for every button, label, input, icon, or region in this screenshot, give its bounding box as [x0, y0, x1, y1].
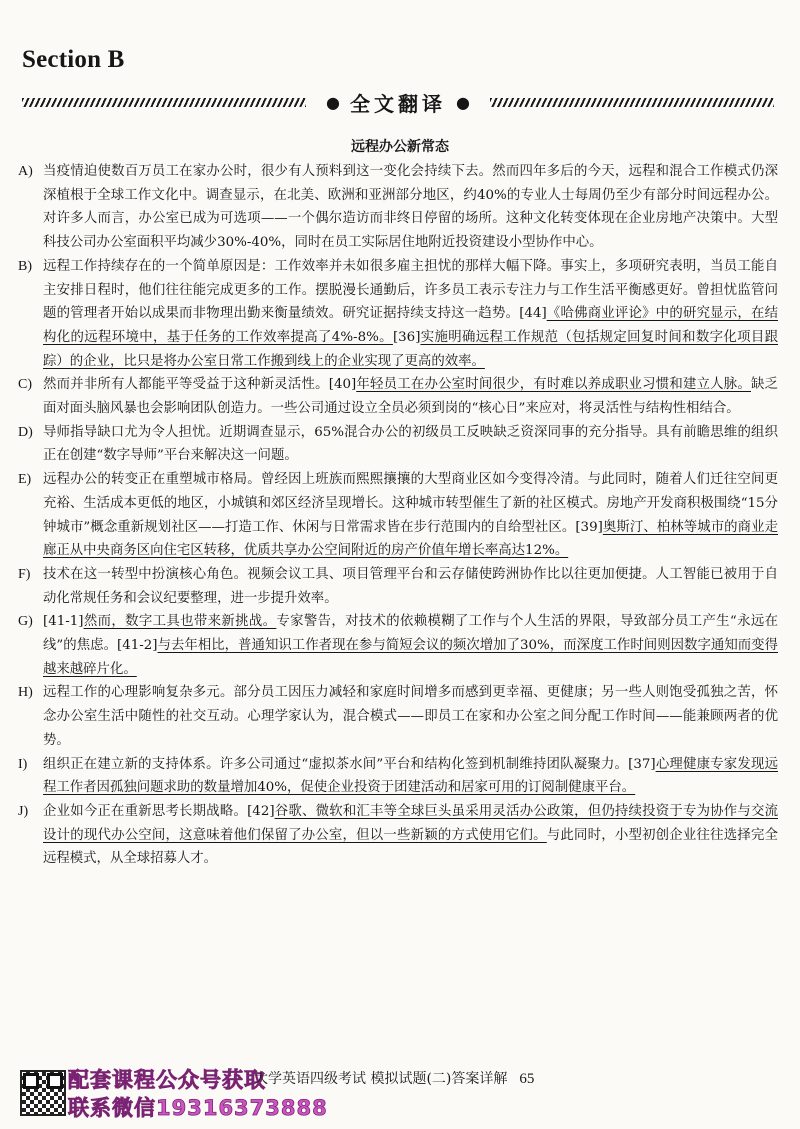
bullet-dot-icon: ● — [326, 92, 340, 112]
paragraph — [18, 255, 778, 374]
paragraph-label: C) — [18, 377, 32, 393]
watermark-line-1: 配套课程公众号获取 — [68, 1068, 266, 1092]
text-span: 组织正在建立新的支持体系。许多公司通过“虚拟茶水间”平台和结构化签到机制维持团队凝聚力。[37] — [43, 756, 656, 772]
text-span: 远程工作持续存在的一个简单原因是：工作效率并未如很多雇主担忧的那样大幅下降。事实上，多项研究表明，当员工能自主安排日程时，他们往往能完成更多的工作。摆脱漫长通勤后，许多员工表示专注力与工作生活平衡感更好。曾担忧监管问题的管理者开始以成果而非物理出勤来衡量绩效。研究证据持续支持这一趋势。[44] — [43, 258, 778, 322]
paragraph — [18, 800, 778, 871]
paragraph-text — [43, 681, 778, 752]
paragraph-label: E) — [18, 472, 32, 488]
paragraph-text — [43, 753, 778, 800]
section-banner — [22, 90, 774, 114]
text-span: 企业如今正在重新思考长期战略。[42] — [43, 803, 275, 819]
text-span: 技术在这一转型中扮演核心角色。视频会议工具、项目管理平台和云存储使跨洲协作比以往更加便捷。人工智能已被用于自动化常规任务和会议纪要整理，进一步提升效率。 — [43, 566, 778, 606]
qr-code-icon — [20, 1070, 66, 1116]
text-span: 然而并非所有人都能平等受益于这种新灵活性。[40] — [43, 377, 357, 393]
article-title: 远程办公新常态 — [351, 139, 449, 155]
page-footer — [20, 1062, 780, 1122]
banner-hatch-left — [22, 98, 306, 107]
underlined-answer-span: 谷歌、微软和汇丰等全球巨头虽采用灵活办公政策，但仍持续投资于专为协作与交流设计的现代办公空间，这意味着他们保留了办公室，但以一些新颖的方式使用它们。 — [43, 803, 778, 843]
paragraph-label: G) — [18, 614, 33, 630]
text-span: 与此同时，小型初创企业往往选择完全远程模式，从全球招募人才。 — [43, 827, 778, 867]
banner-hatch-right — [490, 98, 774, 107]
underlined-answer-span: 《哈佛商业评论》中的研究显示，在结构化的远程环境中，基于任务的工作效率提高了4%-8%。 — [43, 306, 778, 345]
text-span: 远程工作的心理影响复杂多元。部分员工因压力减轻和家庭时间增多而感到更幸福、更健康；另一些人则饱受孤独之苦，怀念办公室生活中随性的社交互动。心理学家认为，混合模式——即员工在家和办公室之间分配工作时间——能兼顾两者的优势。 — [43, 685, 778, 748]
paragraph-label: A) — [18, 164, 33, 179]
paragraph-text — [43, 373, 778, 420]
paragraph-label: I) — [18, 756, 28, 772]
paragraph-label: D) — [18, 424, 33, 440]
text-span: 导师指导缺口尤为令人担忧。近期调查显示，65%混合办公的初级员工反映缺乏资深同事的充分指导。具有前瞻思维的组织正在创建“数字导师”平台来解决这一问题。 — [43, 424, 778, 464]
page-number: 65 — [519, 1071, 535, 1087]
paragraph-text — [43, 255, 778, 374]
text-span: 缺乏面对面头脑风暴也会影响团队创造力。一些公司通过设立全员必须到岗的“核心日”来应对，将灵活性与结构性相结合。 — [43, 377, 778, 417]
underlined-answer-span: 心理健康专家发现远程工作者因孤独问题求助的数量增加40%，促使企业投资于团建活动和居家可用的订阅制健康平台。 — [43, 756, 778, 796]
paragraph-label: H) — [18, 685, 33, 701]
paragraph-label: J) — [18, 803, 29, 819]
underlined-answer-span: 奥斯汀、柏林等城市的商业走廊正从中央商务区向住宅区转移，优质共享办公空间附近的房产价值年增长率高达12%。 — [43, 519, 778, 559]
paragraph — [18, 160, 778, 255]
watermark-line-2: 联系微信19316373888 — [68, 1096, 328, 1120]
footer-text — [254, 1068, 534, 1088]
paragraph-text — [43, 610, 778, 681]
bullet-dot-icon: ● — [456, 92, 470, 112]
text-span: 远程办公的转变正在重塑城市格局。曾经因上班族而熙熙攘攘的大型商业区如今变得冷清。与此同时，随着人们迁往空间更充裕、生活成本更低的地区，小城镇和郊区经济呈现增长。这种城市转型催生了新的社区模式。房地产开发商积极围绕“15分钟城市”概念重新规划社区——打造工作、休闲与日常需求皆在步行范围内的自给型社区。[39] — [43, 472, 778, 535]
paragraph-label: B) — [18, 258, 32, 274]
paragraph — [18, 563, 778, 610]
paragraph-text — [43, 563, 778, 610]
paragraph-label: F) — [18, 566, 31, 582]
paragraph — [18, 373, 778, 420]
section-title: Section B — [22, 46, 125, 73]
paragraph — [18, 468, 778, 563]
text-span: [41-1] — [43, 614, 84, 630]
underlined-answer-span: 实施明确远程工作规范（包括规定回复时间和数字化项目跟踪）的企业，比只是将办公室日常工作搬到线上的企业实现了更高的效率。 — [43, 329, 779, 369]
article-body — [18, 160, 778, 871]
paragraph — [18, 681, 778, 752]
paragraph — [18, 421, 778, 468]
paragraph-text — [43, 800, 778, 871]
text-span: 当疫情迫使数百万员工在家办公时，很少有人预料到这一变化会持续下去。然而四年多后的今天，远程和混合工作模式仍深深植根于全球工作文化中。调查显示，在北美、欧洲和亚洲部分地区，约40%的专业人士每周仍至少有部分时间远程办公。对许多人而言，办公室已成为可选项——一个偶尔造访而非终日停留的场所。这种文化转变体现在企业房地产决策中。大型科技公司办公室面积平均减少30%-40%，同时在员工实际居住地附近投资建设小型协作中心。 — [43, 164, 778, 251]
paragraph — [18, 753, 778, 800]
text-span: 专家警告，对技术的依赖模糊了工作与个人生活的界限，导致部分员工产生“永远在线”的焦虑。[41-2] — [43, 614, 779, 654]
underlined-answer-span: 年轻员工在办公室时间很少，有时难以养成职业习惯和建立人脉。 — [356, 377, 751, 393]
paragraph — [18, 610, 778, 681]
book-title: 大学英语四级考试 模拟试题(二)答案详解 — [254, 1071, 508, 1087]
underlined-answer-span: 然而，数字工具也带来新挑战。 — [83, 614, 277, 630]
underlined-answer-span: 与去年相比，普通知识工作者现在参与简短会议的频次增加了30%，而深度工作时间则因数字通知而变得越来越碎片化。 — [43, 638, 778, 677]
text-span: [36] — [392, 329, 421, 345]
paragraph-text — [43, 468, 778, 563]
paragraph-text — [43, 421, 778, 468]
banner-title: 全文翻译 — [350, 91, 446, 116]
paragraph-text — [43, 160, 778, 255]
